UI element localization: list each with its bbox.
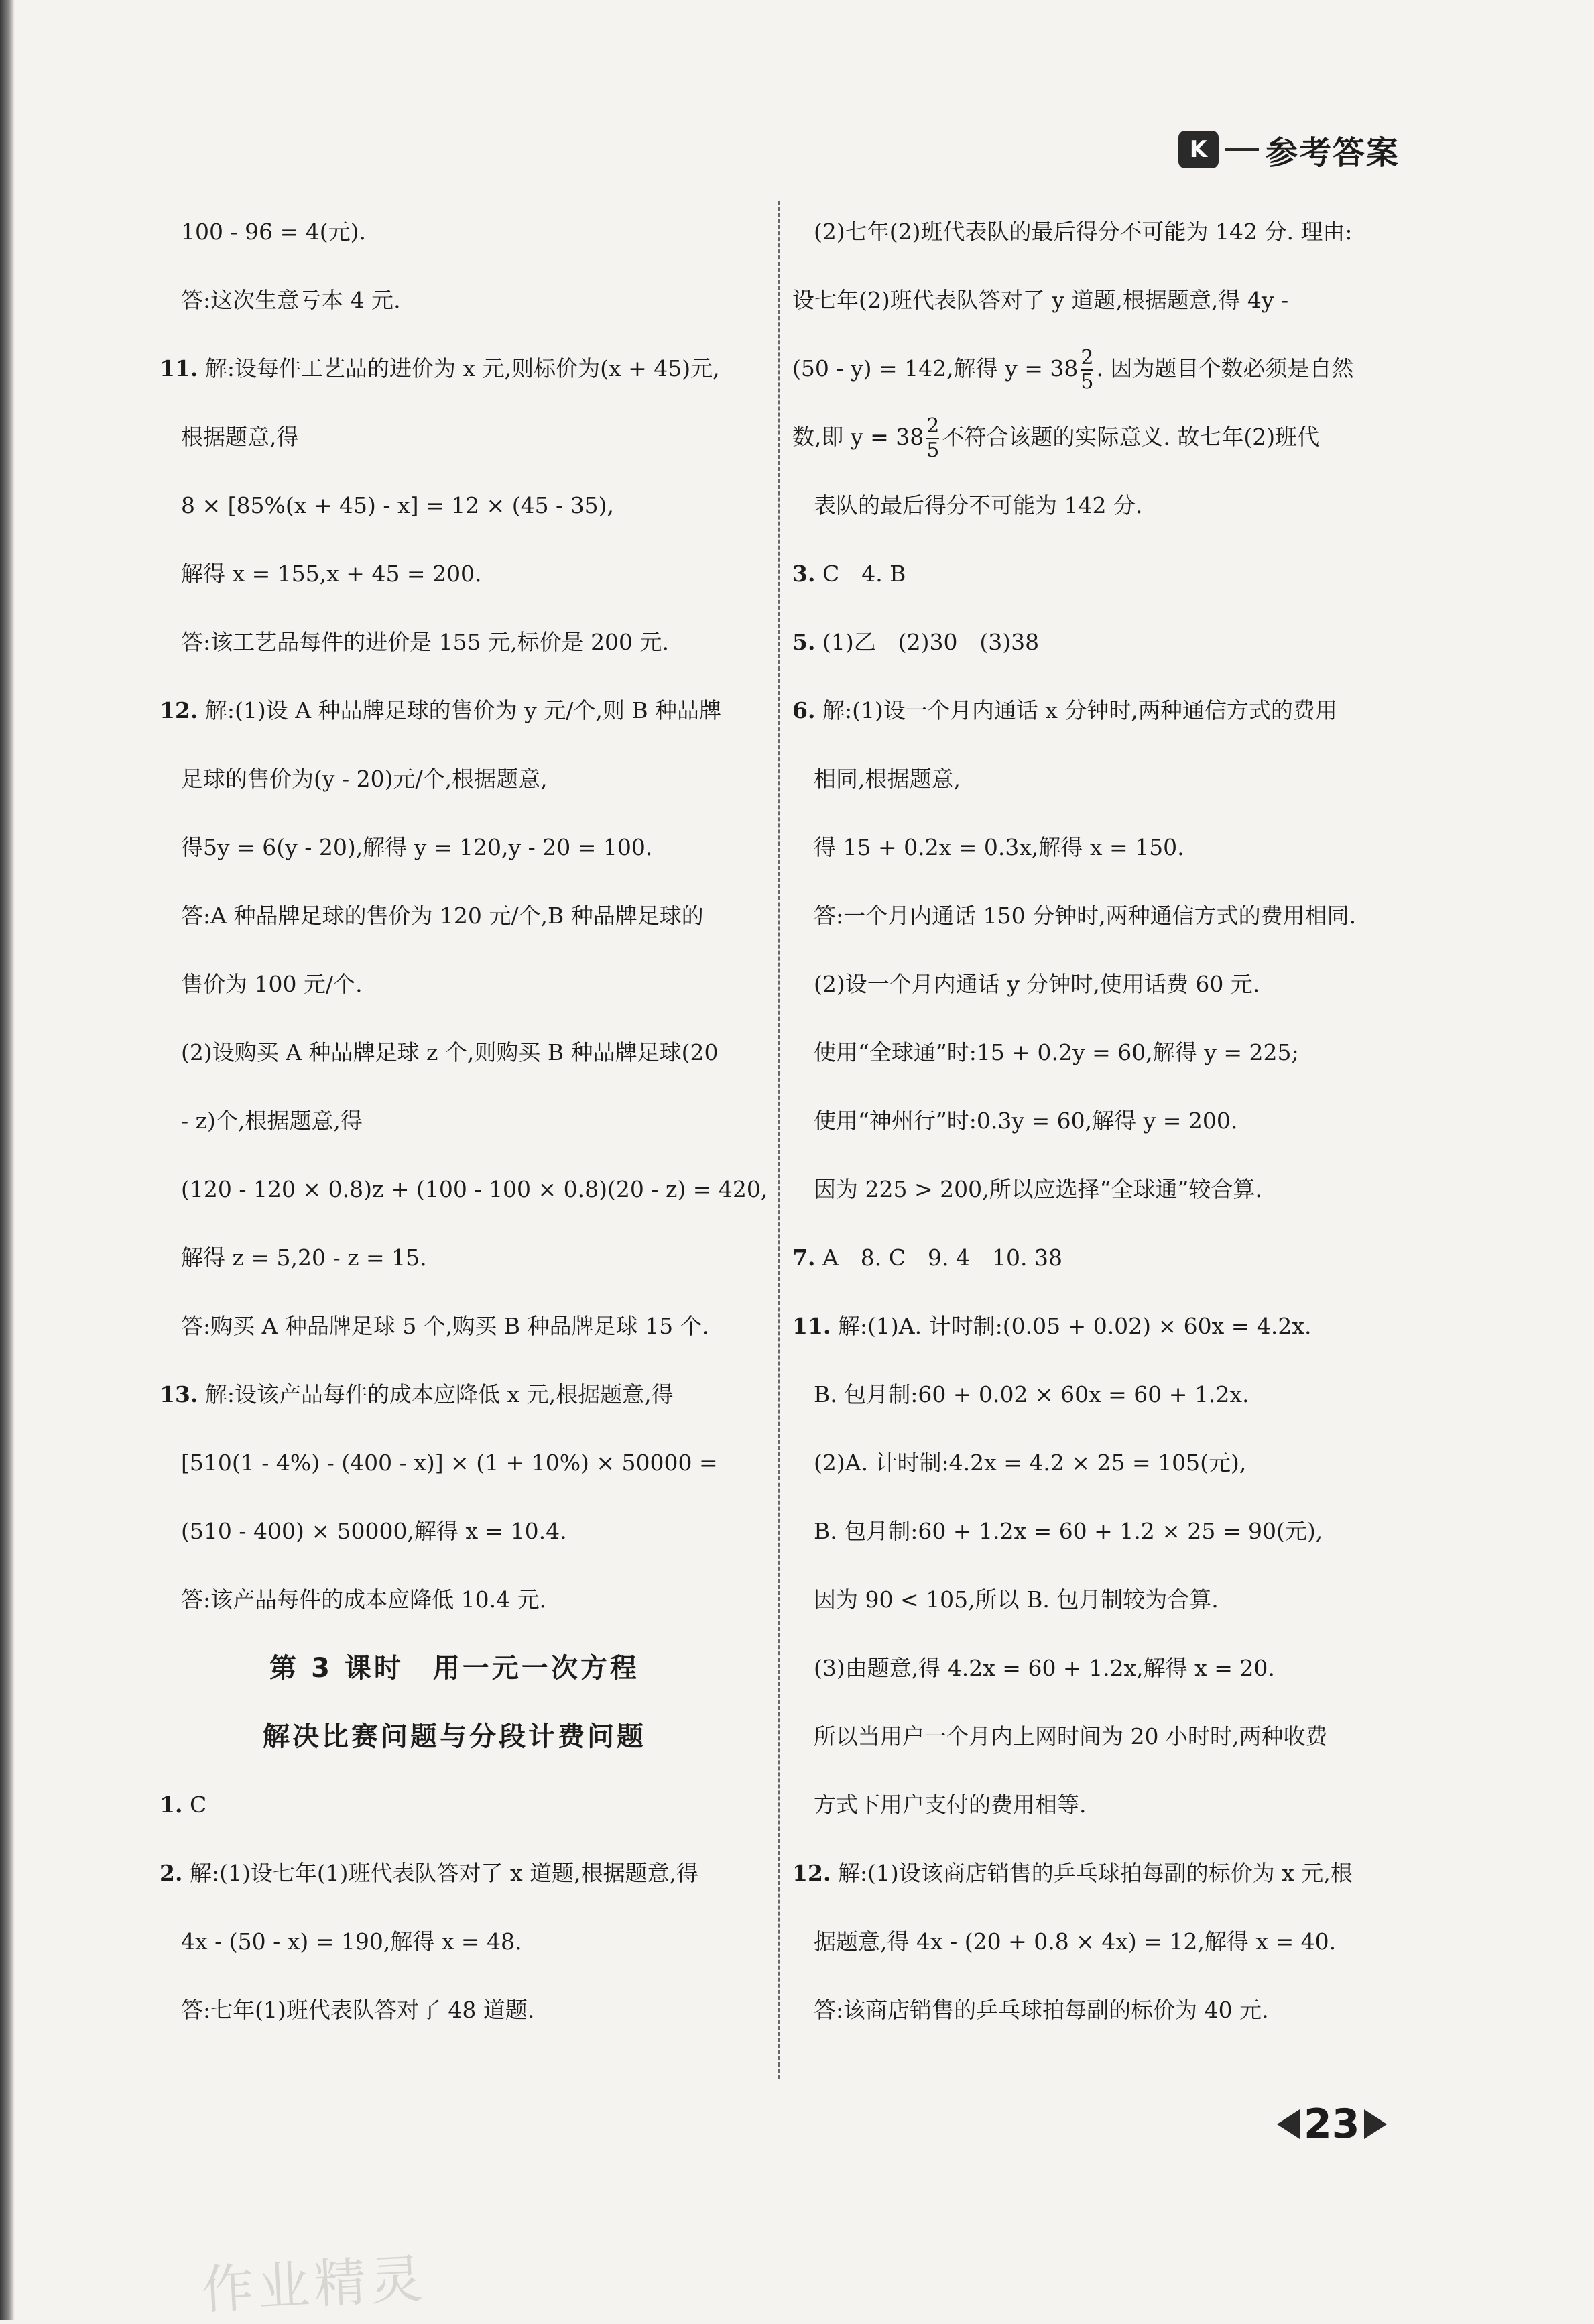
answer-line	[160, 677, 749, 745]
question-number: 13.	[160, 1381, 198, 1407]
answer-text: [510(1 - 4%) - (400 - x)] × (1 + 10%) × 50000 =	[181, 1450, 718, 1476]
answer-line	[160, 266, 749, 335]
answer-key-icon: K	[1178, 131, 1219, 168]
answer-line	[792, 1087, 1416, 1155]
answer-line	[160, 403, 749, 471]
answer-line-fraction: (50 - y) = 142,解得 y = 38 $\frac{2}{5}$ . 因为题目个数必须是自然	[792, 346, 1354, 394]
answer-text: 答:一个月内通话 150 分钟时,两种通信方式的费用相同.	[814, 903, 1357, 929]
answer-line	[160, 608, 749, 677]
answer-line	[792, 1019, 1416, 1087]
answer-text: 因为 90 < 105,所以 B. 包月制较为合算.	[814, 1586, 1219, 1613]
answer-line	[160, 471, 749, 540]
answer-text: 解:(1)设一个月内通话 x 分钟时,两种通信方式的费用	[822, 697, 1337, 723]
answer-text: 答:A 种品牌足球的售价为 120 元/个,B 种品牌足球的	[181, 903, 704, 929]
header-title: 参考答案	[1265, 133, 1400, 172]
answer-text: 解:(1)设七年(1)班代表队答对了 x 道题,根据题意,得	[189, 1860, 699, 1886]
answer-text: (2)设一个月内通话 y 分钟时,使用话费 60 元.	[814, 971, 1260, 997]
answer-line	[792, 1497, 1416, 1566]
question-number: 12.	[160, 697, 198, 723]
answer-line	[160, 813, 749, 882]
answer-text: C 4. B	[822, 561, 906, 587]
answer-line	[160, 1908, 749, 1976]
answer-line	[792, 540, 1416, 608]
answer-text: 8 × [85%(x + 45) - x] = 12 × (45 - 35),	[181, 492, 615, 518]
question-number: 11.	[160, 355, 198, 382]
answer-text: C	[189, 1792, 207, 1818]
answer-line	[160, 198, 749, 266]
answer-line	[160, 1292, 749, 1360]
answer-text: 答:这次生意亏本 4 元.	[181, 287, 401, 313]
answer-text: 解:(1)设该商店销售的乒乓球拍每副的标价为 x 元,根	[837, 1860, 1353, 1886]
answer-line	[792, 1702, 1416, 1771]
answer-text: 解:设该产品每件的成本应降低 x 元,根据题意,得	[204, 1381, 674, 1407]
answer-line	[160, 950, 749, 1019]
question-number: 6.	[792, 697, 816, 723]
answer-text: 相同,根据题意,	[814, 766, 961, 792]
answer-line	[792, 1360, 1416, 1429]
answer-line	[792, 471, 1416, 540]
answer-line	[160, 1976, 749, 2044]
answer-text: 足球的售价为(y - 20)元/个,根据题意,	[181, 766, 548, 792]
answer-line	[160, 335, 749, 403]
answer-text: 所以当用户一个月内上网时间为 20 小时时,两种收费	[814, 1723, 1328, 1749]
answer-text: 得 15 + 0.2x = 0.3x,解得 x = 150.	[814, 834, 1184, 860]
answer-text: 解得 x = 155,x + 45 = 200.	[181, 561, 482, 587]
answer-text: (1)乙 (2)30 (3)38	[822, 629, 1040, 655]
answer-text: B. 包月制:60 + 0.02 × 60x = 60 + 1.2x.	[814, 1381, 1249, 1407]
answer-text: 解:(1)A. 计时制:(0.05 + 0.02) × 60x = 4.2x.	[837, 1313, 1312, 1339]
question-number: 3.	[792, 561, 816, 587]
answer-text: 解:(1)设 A 种品牌足球的售价为 y 元/个,则 B 种品牌	[204, 697, 722, 723]
fraction: $\frac{2}{5}$	[1081, 346, 1094, 394]
answer-text: A 8. C 9. 4 10. 38	[822, 1244, 1062, 1271]
answer-text: 解得 z = 5,20 - z = 15.	[181, 1244, 427, 1271]
question-number: 7.	[792, 1244, 816, 1271]
answer-text: 使用“神州行”时:0.3y = 60,解得 y = 200.	[814, 1108, 1238, 1134]
triangle-right-icon	[1364, 2109, 1387, 2139]
answer-line	[160, 1429, 749, 1497]
answer-line	[160, 1087, 749, 1155]
answer-text: 答:七年(1)班代表队答对了 48 道题.	[181, 1997, 535, 2023]
answer-line	[160, 1360, 749, 1429]
answer-line	[792, 608, 1416, 677]
right-column	[792, 198, 1416, 2044]
answer-text: 据题意,得 4x - (20 + 0.8 × 4x) = 12,解得 x = 40.	[814, 1928, 1337, 1955]
answer-line	[792, 1771, 1416, 1839]
answer-text: 方式下用户支付的费用相等.	[814, 1792, 1087, 1818]
question-number: 5.	[792, 629, 816, 655]
answer-text: 100 - 96 = 4(元).	[181, 219, 366, 245]
answer-line: (2)七年(2)班代表队的最后得分不可能为 142 分. 理由:	[814, 219, 1353, 245]
fraction: $\frac{2}{5}$	[926, 414, 940, 462]
answer-line	[792, 1634, 1416, 1702]
answer-line	[160, 540, 749, 608]
question-number: 2.	[160, 1860, 183, 1886]
answer-line-fraction: 数,即 y = 38 $\frac{2}{5}$ 不符合该题的实际意义. 故七年(2)班代	[792, 414, 1320, 462]
answer-line	[160, 1839, 749, 1908]
answer-text: 4x - (50 - x) = 190,解得 x = 48.	[181, 1928, 522, 1955]
answer-text: 答:该产品每件的成本应降低 10.4 元.	[181, 1586, 547, 1613]
answer-text: 根据题意,得	[181, 424, 299, 450]
answer-line	[160, 1497, 749, 1566]
answer-text: 因为 225 > 200,所以应选择“全球通”较合算.	[814, 1176, 1262, 1202]
answer-line	[160, 1224, 749, 1292]
watermark: 作业精灵	[200, 2249, 428, 2321]
answer-line	[792, 745, 1416, 813]
answer-line	[160, 882, 749, 950]
answer-text: (2)A. 计时制:4.2x = 4.2 × 25 = 105(元),	[814, 1450, 1247, 1476]
answer-text: 售价为 100 元/个.	[181, 971, 363, 997]
header-rule	[1225, 148, 1259, 151]
section-heading-2: 解决比赛问题与分段计费问题	[263, 1721, 646, 1752]
answer-text: 表队的最后得分不可能为 142 分.	[814, 492, 1143, 518]
answer-text: 答:该工艺品每件的进价是 155 元,标价是 200 元.	[181, 629, 670, 655]
answer-text: - z)个,根据题意,得	[181, 1108, 363, 1134]
answer-line	[792, 677, 1416, 745]
answer-line: 设七年(2)班代表队答对了 y 道题,根据题意,得 4y -	[792, 287, 1289, 313]
answer-line	[160, 1771, 749, 1839]
answer-line	[792, 813, 1416, 882]
answer-line	[160, 1566, 749, 1634]
answer-line	[160, 1155, 768, 1224]
answer-line	[792, 1976, 1416, 2044]
answer-line	[792, 1839, 1416, 1908]
answer-text: B. 包月制:60 + 1.2x = 60 + 1.2 × 25 = 90(元),	[814, 1518, 1323, 1544]
answer-line	[792, 1908, 1416, 1976]
answer-text: 答:该商店销售的乒乓球拍每副的标价为 40 元.	[814, 1997, 1269, 2023]
question-number: 11.	[792, 1313, 831, 1339]
answer-line	[792, 1292, 1416, 1360]
answer-line	[792, 1566, 1416, 1634]
question-number: 12.	[792, 1860, 831, 1886]
page-edge-shadow	[0, 0, 15, 2320]
answer-line	[792, 950, 1416, 1019]
page-header	[1178, 126, 1400, 173]
answer-line	[792, 1155, 1416, 1224]
answer-line	[792, 1429, 1416, 1497]
answer-text: (120 - 120 × 0.8)z + (100 - 100 × 0.8)(20 - z) = 420,	[181, 1176, 768, 1202]
answer-text: (2)设购买 A 种品牌足球 z 个,则购买 B 种品牌足球(20	[181, 1039, 719, 1065]
answer-text: (3)由题意,得 4.2x = 60 + 1.2x,解得 x = 20.	[814, 1655, 1275, 1681]
answer-line	[160, 1019, 749, 1087]
answer-text: (510 - 400) × 50000,解得 x = 10.4.	[181, 1518, 567, 1544]
answer-line	[792, 882, 1416, 950]
answer-line	[160, 745, 749, 813]
answer-line	[792, 1224, 1416, 1292]
left-column	[160, 198, 768, 2044]
answer-text: 使用“全球通”时:15 + 0.2y = 60,解得 y = 225;	[814, 1039, 1299, 1065]
page-number: 23	[1277, 2099, 1387, 2150]
answer-text: 得5y = 6(y - 20),解得 y = 120,y - 20 = 100.	[181, 834, 653, 860]
section-heading-1: 第 3 课时 用一元一次方程	[269, 1653, 639, 1684]
answer-text: 答:购买 A 种品牌足球 5 个,购买 B 种品牌足球 15 个.	[181, 1313, 710, 1339]
column-divider	[778, 201, 780, 2079]
answer-text: 解:设每件工艺品的进价为 x 元,则标价为(x + 45)元,	[204, 355, 720, 382]
question-number: 1.	[160, 1792, 183, 1818]
triangle-left-icon	[1277, 2109, 1300, 2139]
